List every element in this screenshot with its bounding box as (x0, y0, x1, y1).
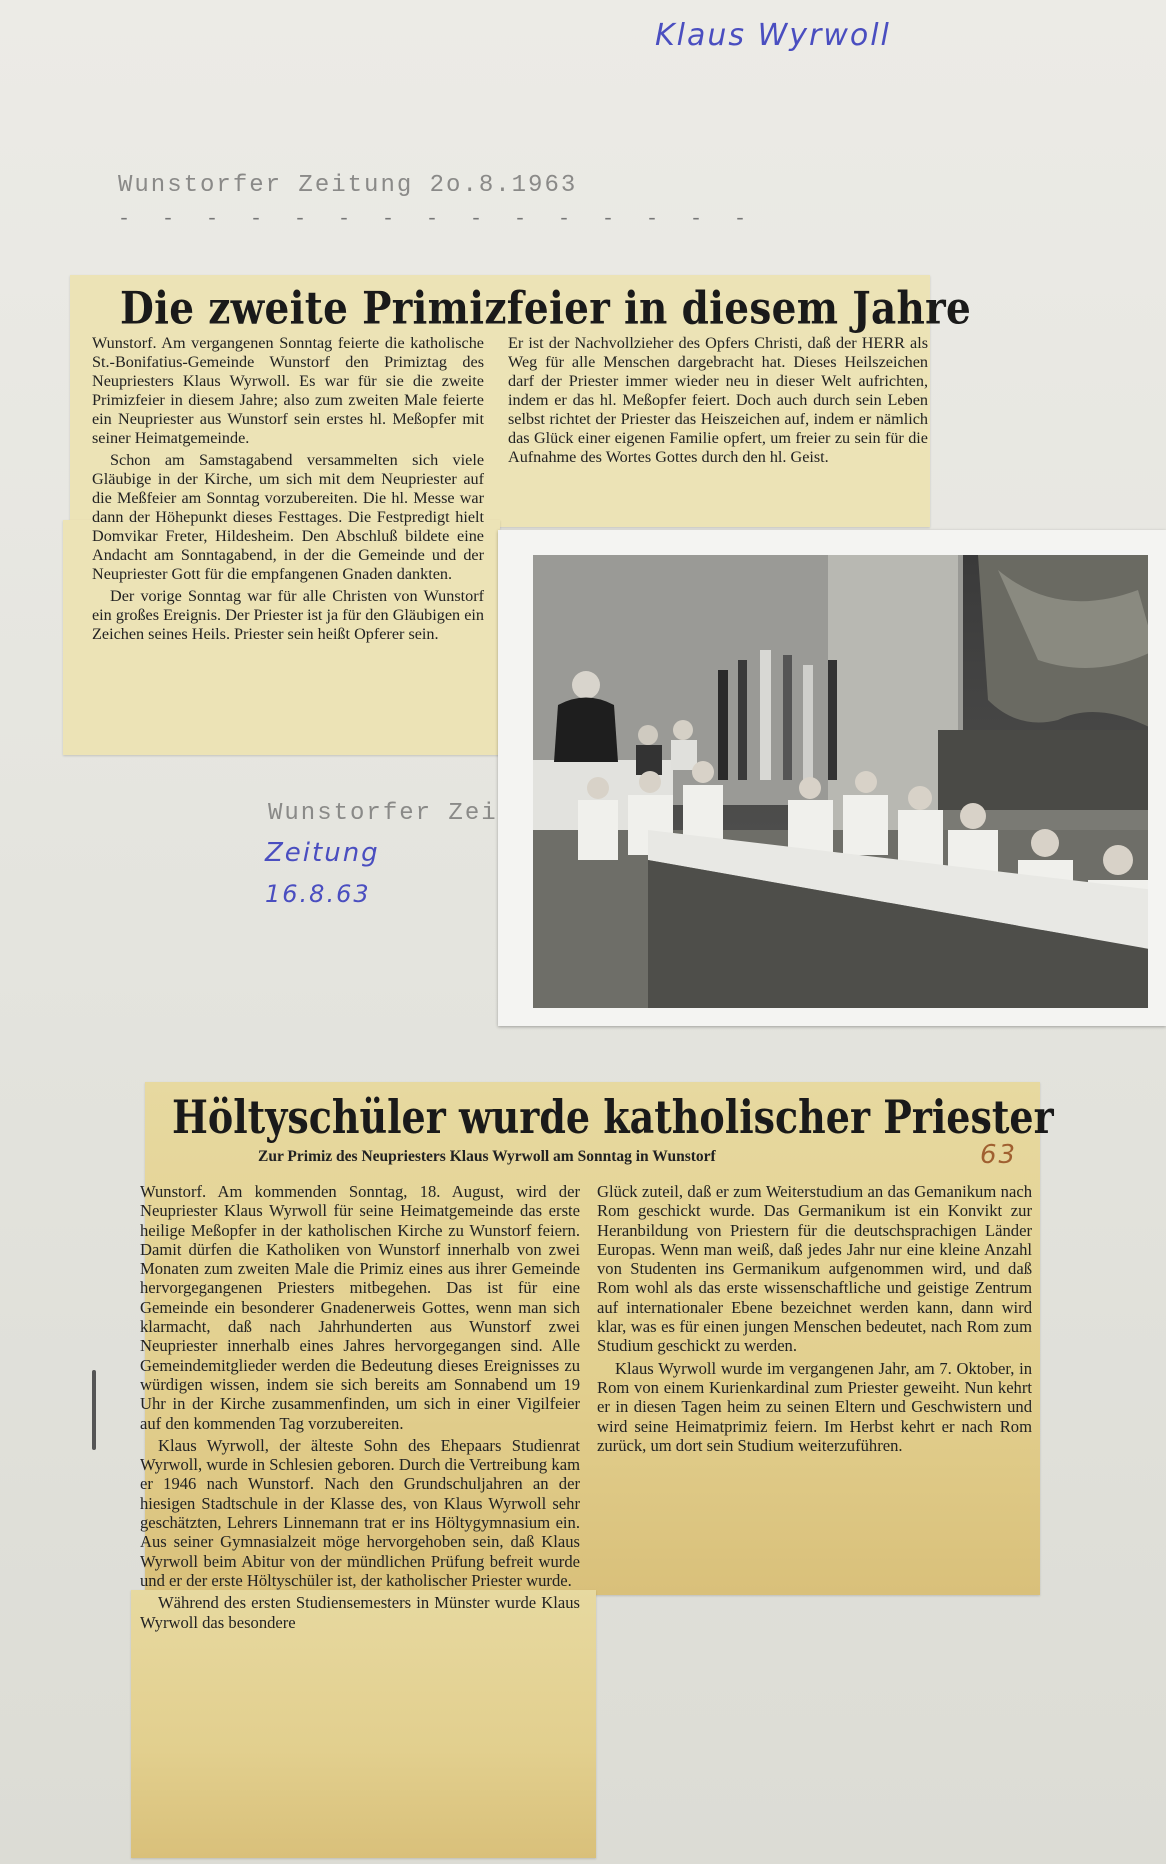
article1-left-column (92, 334, 484, 647)
handwritten-page-number: 63 (980, 1140, 1018, 1170)
article2-subheadline: Zur Primiz des Neupriesters Klaus Wyrwoll am Sonntag in Wunstorf (258, 1148, 716, 1165)
article1-headline: Die zweite Primizfeier in diesem Jahre (120, 282, 972, 335)
church-photograph (498, 530, 1166, 1026)
handwritten-date: 16.8.63 (265, 880, 371, 908)
article1-left-paragraph: Schon am Samstagabend versammelten sich viele Gläubige in der Kirche, um sich mit dem Neupriester auf die Meßfeier am Sonntag vorzubereiten. Die hl. Messe war dann der Höhepunkt dieses Festtages. Die Festpredigt hielt Domvikar Freter, Hildesheim. Den Abschluß bildete eine Andacht am Sonntagabend, in der die Gemeinde und der Neupriester Gott für die empfangenen Gnaden dankten. (92, 451, 484, 583)
handwritten-name: Klaus Wyrwoll (655, 18, 891, 53)
article2-left-paragraph: Wunstorf. Am kommenden Sonntag, 18. August, wird der Neupriester Klaus Wyrwoll für seine Heimatgemeinde das erste heilige Meßopfer in der katholischen Kirche zu Wunstorf feiern. Damit dürfen die Katholiken von Wunstorf innerhalb von zwei Monaten zum zweiten Male die Primiz eines aus ihrer Gemeinde hervorgegangenen Priesters mitbegehen. Das ist für eine Gemeinde ein besonderer Gnadenerweis Gottes, wenn man sich klarmacht, daß nach Jahrhunderten aus Wunstorf zwei Neupriester innerhalb eines Jahres hervorgegangen sind. Alle Gemeindemitglieder werden die Bedeutung dieses Ereignisses zu würdigen wissen, indem sie sich bereits am Sonnabend um 19 Uhr in der Kirche zusammenfinden, um sich in einer Vigilfeier auf den kommenden Tag vorzubereiten. (140, 1182, 580, 1433)
article2-right-paragraph: Glück zuteil, daß er zum Weiterstudium an das Gemanikum nach Rom geschickt wurde. Das Germanikum ist ein Konvikt zur Heranbildung von Priestern für die deutschsprachigen Länder Europas. Wenn man weiß, daß jedes Jahr nur eine kleine Anzahl von Studenten ins Germanikum aufgenommen wird, und daß Rom wohl als das erste wissenschaftliche und geistige Zentrum auf internationaler Ebene bezeichnet werden kann, dann wird klar, was es für einen jungen Menschen bedeutet, nach Rom zum Studium geschickt zu werden. (597, 1182, 1032, 1356)
primiz-mass-photo (498, 530, 1166, 1026)
handwritten-source: Zeitung (265, 838, 380, 868)
typed-underline: - - - - - - - - - - - - - - - (118, 208, 757, 231)
article1-right-column (508, 334, 928, 470)
typed-source-line-2: Wunstorfer Zei (268, 800, 498, 827)
article2-headline: Höltyschüler wurde katholischer Priester (172, 1090, 1054, 1144)
article2-left-column (140, 1182, 580, 1635)
article1-right-paragraph: Er ist der Nachvollzieher des Opfers Christi, daß der HERR als Weg für alle Menschen dargebracht hat. Dieses Heilszeichen darf der Priester immer wieder neu in dieser Welt aufrichten, indem er das hl. Meßopfer feiert. Doch auch durch sein Leben selbst richtet der Priester das Heiszeichen auf, indem er nämlich das Glück einer eigenen Familie opfert, um freier zu sein für die Aufnahme des Wortes Gottes durch den hl. Geist. (508, 334, 928, 466)
typed-source-line: Wunstorfer Zeitung 2o.8.1963 (118, 172, 578, 199)
article2-left-paragraph: Klaus Wyrwoll, der älteste Sohn des Ehepaars Studienrat Wyrwoll, wurde in Schlesien geboren. Durch die Vertreibung kam er 1946 nach Wunstorf. Nach den Grundschuljahren an der hiesigen Stadtschule in der Klasse des, von Klaus Wyrwoll sehr geschätzten, Lehrers Linnemann trat er ins Höltygymnasium ein. Aus seiner Gymnasialzeit möge hervorgehoben sein, daß Klaus Wyrwoll beim Abitur von der mündlichen Prüfung befreit wurde und er der erste Höltyschüler ist, der katholischer Priester wurde. (140, 1435, 580, 1590)
article2-right-paragraph: Klaus Wyrwoll wurde im vergangenen Jahr, am 7. Oktober, in Rom von einem Kurienkardinal zum Priester geweiht. Nun kehrt er in diesen Tagen heim zu seinen Eltern und Geschwistern und wird seine Heimatprimiz feiern. Im Herbst kehrt er nach Rom zurück, um dort sein Studium weiterzuführen. (597, 1358, 1032, 1455)
staple-mark (92, 1370, 96, 1450)
article1-left-paragraph: Der vorige Sonntag war für alle Christen von Wunstorf ein großes Ereignis. Der Priester ist ja für den Gläubigen ein Zeichen seines Heils. Priester sein heißt Opferer sein. (92, 587, 484, 643)
article2-right-column (597, 1182, 1032, 1458)
article1-left-paragraph: Wunstorf. Am vergangenen Sonntag feierte die katholische St.-Bonifatius-Gemeinde Wunstorf den Primiztag des Neupriesters Klaus Wyrwoll. Es war für sie die zweite Primizfeier in diesem Jahre; also zum zweiten Male feierte ein Neupriester aus Wunstorf sein erstes hl. Meßopfer mit seiner Heimatgemeinde. (92, 334, 484, 447)
article2-left-paragraph: Während des ersten Studiensemesters in Münster wurde Klaus Wyrwoll das besondere (140, 1593, 580, 1632)
